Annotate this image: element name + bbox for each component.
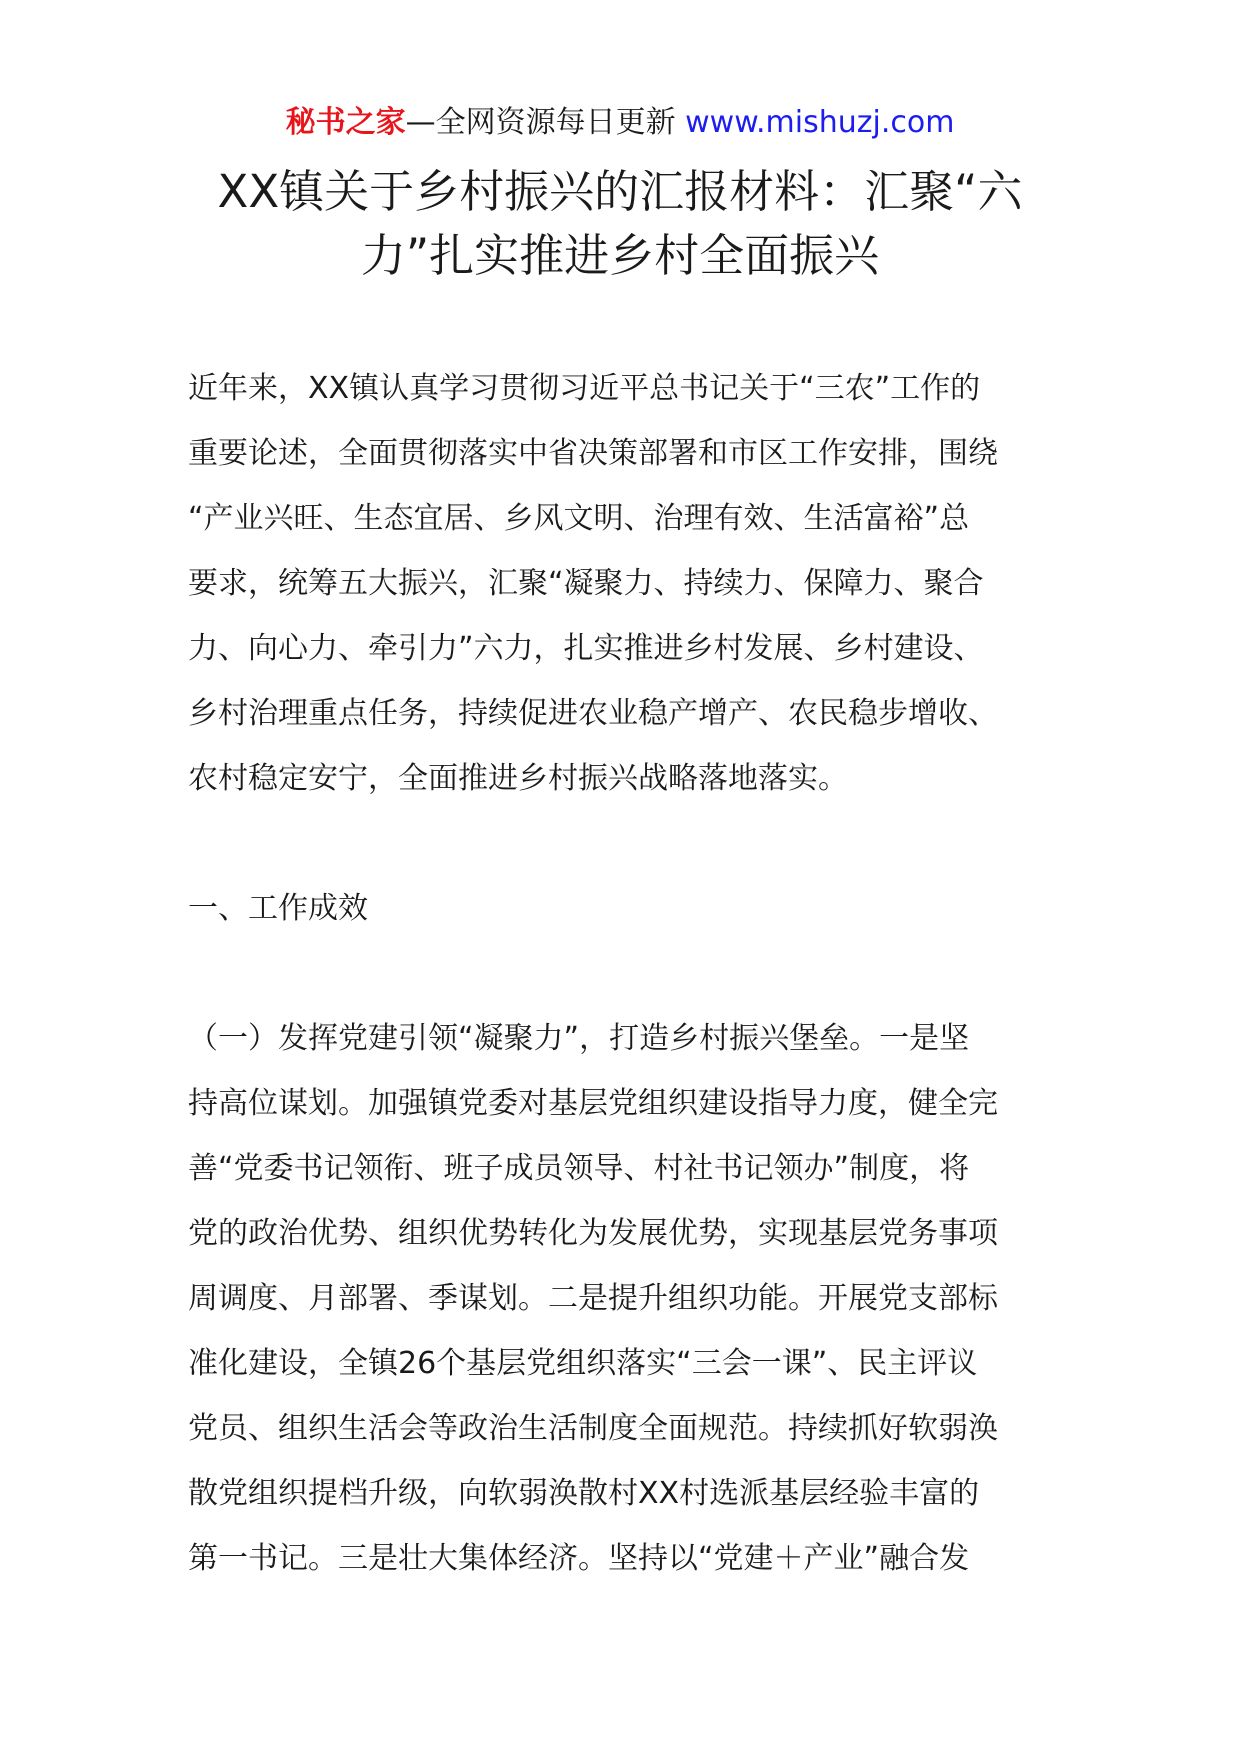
paragraph-line: 农村稳定安宁，全面推进乡村振兴战略落地落实。 — [188, 761, 848, 796]
paragraph-line: 近年来，XX镇认真学习贯彻习近平总书记关于“三农”工作的 — [188, 371, 981, 406]
banner-tagline: —全网资源每日更新 — [405, 105, 686, 140]
paragraph-line: 要求，统筹五大振兴，汇聚“凝聚力、持续力、保障力、聚合 — [188, 566, 984, 601]
paragraph-line: 散党组织提档升级，向软弱涣散村XX村选派基层经验丰富的 — [188, 1476, 980, 1511]
paragraph-line: 党员、组织生活会等政治生活制度全面规范。持续抓好软弱涣 — [188, 1411, 998, 1446]
paragraph-line: “产业兴旺、生态宜居、乡风文明、治理有效、生活富裕”总 — [188, 501, 970, 536]
paragraph-line: 持高位谋划。加强镇党委对基层党组织建设指导力度，健全完 — [188, 1086, 998, 1121]
intro-paragraph — [188, 356, 1058, 811]
brand-name: 秘书之家 — [285, 105, 406, 140]
paragraph-line: 周调度、月部署、季谋划。二是提升组织功能。开展党支部标 — [188, 1281, 998, 1316]
paragraph-line: 党的政治优势、组织优势转化为发展优势，实现基层党务事项 — [188, 1216, 998, 1251]
source-banner — [0, 100, 1240, 146]
document-title — [150, 160, 1090, 288]
title-line: XX镇关于乡村振兴的汇报材料：汇聚“六 — [217, 165, 1023, 218]
paragraph-line: （一）发挥党建引领“凝聚力”，打造乡村振兴堡垒。一是坚 — [188, 1021, 970, 1056]
paragraph-line: 力、向心力、牵引力”六力，扎实推进乡村发展、乡村建设、 — [188, 631, 984, 666]
section-heading — [188, 876, 1058, 941]
website-link[interactable]: www.mishuzj.com — [685, 105, 955, 140]
section-heading-text: 一、工作成效 — [188, 891, 368, 926]
title-line: 力”扎实推进乡村全面振兴 — [360, 229, 880, 282]
paragraph-line: 准化建设，全镇26个基层党组织落实“三会一课”、民主评议 — [188, 1346, 978, 1381]
paragraph-line: 重要论述，全面贯彻落实中省决策部署和市区工作安排，围绕 — [188, 436, 998, 471]
paragraph-line: 善“党委书记领衔、班子成员领导、村社书记领办”制度，将 — [188, 1151, 970, 1186]
paragraph-line: 乡村治理重点任务，持续促进农业稳产增产、农民稳步增收、 — [188, 696, 998, 731]
paragraph-line: 第一书记。三是壮大集体经济。坚持以“党建＋产业”融合发 — [188, 1541, 970, 1576]
section-paragraph — [188, 1006, 1058, 1591]
